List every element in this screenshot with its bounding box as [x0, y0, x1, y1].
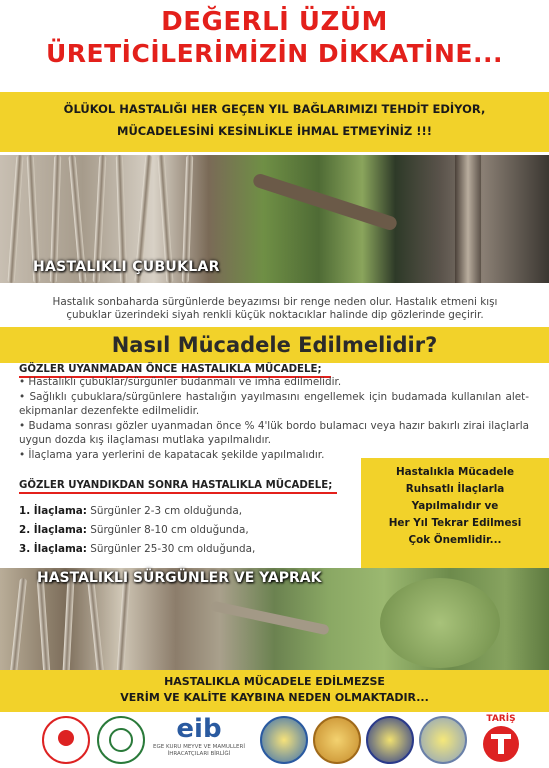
callout-line: Her Yıl Tekrar Edilmesi [388, 517, 522, 529]
spray-text: Sürgünler 2-3 cm olduğunda, [86, 505, 243, 517]
warning-line1: ÖLÜKOL HASTALIĞI HER GEÇEN YIL BAĞLARIMIZI TEHDİT EDİYOR, [63, 102, 486, 116]
list-item [19, 543, 359, 562]
section1-heading: GÖZLER UYANMADAN ÖNCE HASTALIKLA MÜCADELE; [19, 364, 322, 375]
list-item: • Budama sonrası gözler uyanmadan önce % 4'lük bordo bulamacı veya hazır bakırlı zirai ilaçlarla uygun dozda kış ilaçlaması mutlaka yapılmalıdır. [19, 420, 529, 446]
headline-line2: ÜRETİCİLERİMİZİN DİKKATİNE... [46, 39, 503, 68]
spray-text: Sürgünler 25-30 cm olduğunda, [86, 543, 256, 555]
callout-line: Ruhsatlı İlaçlarla [405, 483, 505, 495]
warning-footer [0, 670, 549, 712]
taris-wordmark: TARİŞ [486, 714, 516, 724]
sponsor-logos [0, 712, 549, 768]
list-item: • Sağlıklı çubuklara/sürgünlere hastalığın yayılmasını engellemek için budamada kullanılan alet-ekipmanlar dezenfekte edilmelidir. [19, 391, 529, 417]
callout-line: Hastalıkla Mücadele [395, 466, 515, 478]
commerce-exchange-logo [366, 716, 414, 764]
commerce-exchange-logo [260, 716, 308, 764]
section2-heading: GÖZLER UYANDIKDAN SONRA HASTALIKLA MÜCADELE; [19, 480, 333, 491]
section1-list [19, 376, 529, 464]
commerce-exchange-logo [419, 716, 467, 764]
headline [0, 6, 549, 70]
warning-banner [0, 92, 549, 152]
spray-text: Sürgünler 8-10 cm olduğunda, [86, 524, 249, 536]
eib-logo [150, 714, 248, 758]
list-item: • Hastalıklı çubuklar/sürgünler budanmalı ve imha edilmelidir. [19, 376, 342, 388]
taris-logo [476, 714, 526, 762]
list-item [19, 524, 359, 543]
diseased-canes-label: HASTALIKLI ÇUBUKLAR [33, 259, 220, 275]
section2-list [19, 505, 359, 562]
spray-label: 2. İlaçlama: [19, 524, 87, 536]
diseased-shoots-label: HASTALIKLI SÜRGÜNLER VE YAPRAK [37, 570, 322, 586]
how-to-fight-heading: Nasıl Mücadele Edilmelidir? [0, 327, 549, 363]
list-item: • İlaçlama yara yerlerini de kapatacak şekilde yapılmalıdır. [19, 449, 325, 462]
callout-line: Çok Önemlidir... [408, 534, 502, 546]
commerce-exchange-logo [313, 716, 361, 764]
spray-label: 1. İlaçlama: [19, 505, 87, 517]
disease-description: Hastalık sonbaharda sürgünlerde beyazımsı bir renge neden olur. Hastalık etmeni kışı çubuklar üzerindeki siyah renkli küçük noktacıklar halinde dip gözlerinde geçirir. [52, 296, 498, 321]
warning-line2: MÜCADELESİNİ KESİNLİKLE İHMAL ETMEYİNİZ !!! [117, 124, 432, 138]
eib-subtitle: İHRACATÇILARI BİRLİĞİ [167, 751, 231, 757]
headline-line1: DEĞERLİ ÜZÜM [161, 7, 388, 37]
chamber-logo [97, 716, 145, 764]
eib-subtitle: EGE KURU MEYVE VE MAMULLERİ [153, 744, 245, 750]
important-callout [361, 458, 549, 570]
footer-line1: HASTALIKLA MÜCADELE EDİLMEZSE [164, 675, 385, 688]
spray-label: 3. İlaçlama: [19, 543, 87, 555]
ministry-logo [42, 716, 90, 764]
eib-wordmark: eib [176, 714, 222, 744]
list-item [19, 505, 359, 524]
section2-underline [19, 492, 337, 494]
callout-line: Yapılmalıdır ve [411, 500, 499, 512]
footer-line2: VERİM VE KALİTE KAYBINA NEDEN OLMAKTADIR... [120, 691, 429, 704]
